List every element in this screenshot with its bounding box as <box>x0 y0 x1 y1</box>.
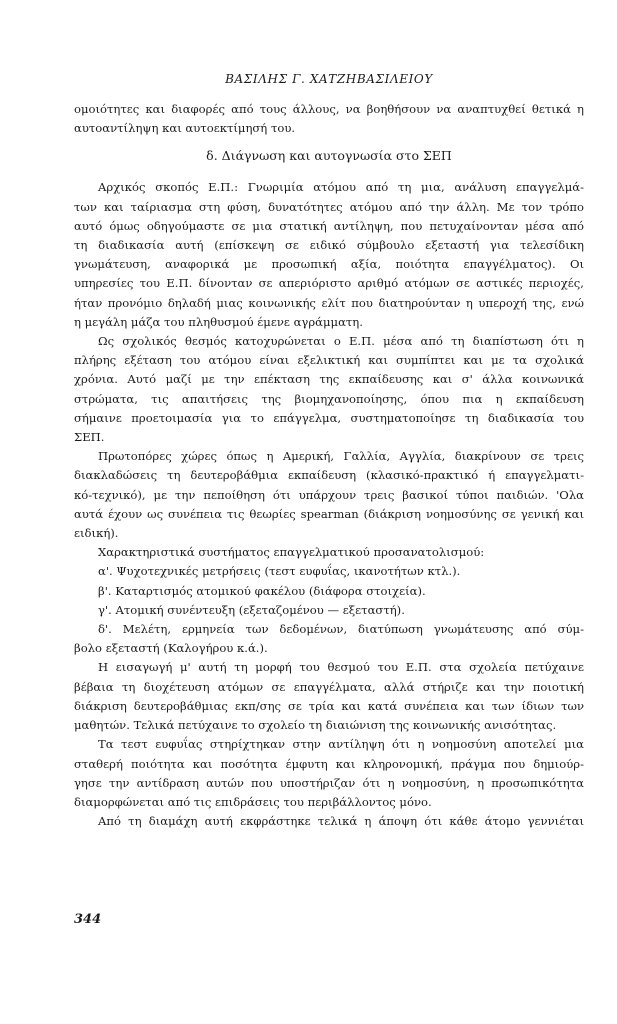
text-line: αυτοαντίληψη και αυτοεκτίμησή του. <box>74 121 296 136</box>
text-line: σταθερή ποιότητα και ποσότητα έμφυτη και κληρονομική, πράγμα που δημιούρ- <box>74 756 584 771</box>
text-line: Πρωτοπόρες χώρες όπως η Αμερική, Γαλλία, Αγγλία, διακρίνουν σε τρεις <box>98 449 584 464</box>
text-line: β'. Καταρτισμός ατομικού φακέλου (διάφορα στοιχεία). <box>98 583 426 598</box>
text-line: Χαρακτηριστικά συστήματος επαγγελματικού προσανατολισμού: <box>98 545 485 560</box>
text-line: α'. Ψυχοτεχνικές μετρήσεις (τεστ ευφυΐας, ικανοτήτων κτλ.). <box>98 564 461 579</box>
text-line: των και ταίριασμα στη φύση, δυνατότητες ατόμου από την άλλη. Με τον τρόπο <box>74 199 584 214</box>
running-head: ΒΑΣΙΛΗΣ Γ. ΧΑΤΖΗΒΑΣΙΛΕΙΟΥ <box>225 72 433 86</box>
text-line: βέβαια τη διοχέτευση ατόμων σε επαγγέλματα, αλλά στήριζε και την ποιοτική <box>74 679 584 694</box>
text-line: υπηρεσίες του Ε.Π. δίνονταν σε απεριόριστο αριθμό ατόμων σε αστικές περιοχές, <box>74 276 584 291</box>
text-line: δ'. Μελέτη, ερμηνεία των δεδομένων, διατύπωση γνωμάτευσης από σύμ- <box>98 622 584 637</box>
text-line: Αρχικός σκοπός Ε.Π.: Γνωριμία ατόμου από τη μια, ανάλυση επαγγελμά- <box>98 180 584 195</box>
text-line: τη διαδικασία αυτή (επίσκεψη σε ειδικό σύμβουλο εξεταστή για τελεσίδικη <box>74 238 584 253</box>
text-line: Τα τεστ ευφυΐας στηρίχτηκαν στην αντίληψη ότι η νοημοσύνη αποτελεί μια <box>98 737 584 752</box>
text-line: πλήρης εξέταση του ατόμου είναι εξελικτική και συμπίπτει και με τα σχολικά <box>74 353 584 368</box>
text-line: χρόνια. Αυτό μαζί με την επέκταση της εκπαίδευσης και σ' άλλα κοινωνικά <box>74 372 584 387</box>
text-line: γ'. Ατομική συνέντευξη (εξεταζομένου — εξεταστή). <box>98 602 405 617</box>
text-line: Από τη διαμάχη αυτή εκφράστηκε τελικά η άποψη ότι κάθε άτομο γεννιέται <box>98 814 584 829</box>
text-line: ήταν προνόμιο δηλαδή μιας κοινωνικής ελίτ που διατηρούνταν η υπεροχή της, ενώ <box>74 295 584 310</box>
text-line: η μεγάλη μάζα του πληθυσμού έμενε αγράμματη. <box>74 314 363 329</box>
text-line: στρώματα, τις απαιτήσεις της βιομηχανοποίησης, όπου πια η εκπαίδευση <box>74 391 584 406</box>
page-body <box>74 72 584 831</box>
text-line: μαθητών. Τελικά πετύχαινε το σχολείο τη διαιώνιση της κοινωνικής ανισότητας. <box>74 718 557 733</box>
text-line: Η εισαγωγή μ' αυτή τη μορφή του θεσμού του Ε.Π. στα σχολεία πετύχαινε <box>98 660 584 675</box>
text-line: βολο εξεταστή (Καλογήρου κ.ά.). <box>74 641 268 656</box>
text-line: Ως σχολικός θεσμός κατοχυρώνεται ο Ε.Π. μέσα από τη διαπίστωση ότι η <box>98 334 584 349</box>
text-block <box>74 100 584 831</box>
section-heading: δ. Διάγνωση και αυτογνωσία στο ΣΕΠ <box>206 148 452 164</box>
text-line: γησε την αντίδραση αυτών που υποστήριζαν ότι η νοημοσύνη, η προσωπικότητα <box>74 775 584 790</box>
text-line: ΣΕΠ. <box>74 430 105 445</box>
text-line: κό-τεχνικό), με την πεποίθηση ότι υπάρχουν τρεις βασικοί τύποι παιδιών. 'Ολα <box>74 487 584 502</box>
text-line: γνωμάτευση, αναφορικά με προσωπική αξία, ποιότητα επαγγέλματος). Οι <box>74 257 584 272</box>
text-line: διαμορφώνεται από τις επιδράσεις του περιβάλλοντος μόνο. <box>74 794 432 809</box>
text-line: σήμαινε προετοιμασία για το επάγγελμα, συστηματοποίησε τη διαδικασία του <box>74 410 584 425</box>
text-line: ομοιότητες και διαφορές από τους άλλους, να βοηθήσουν να αναπτυχθεί θετικά η <box>74 102 584 116</box>
text-line: διακλαδώσεις τη δευτεροβάθμια εκπαίδευση (κλασικό-πρακτικό ή επαγγελματι- <box>74 468 584 483</box>
text-line: αυτό όμως οδηγούμαστε σε μια στατική αντίληψη, που πετυχαίνονταν μέσα από <box>74 218 584 233</box>
page-number: 344 <box>74 912 102 927</box>
text-line: ειδική). <box>74 526 119 541</box>
text-line: αυτά έχουν ως συνέπεια τις θεωρίες spearman (διάκριση νοημοσύνης σε γενική και <box>74 506 584 521</box>
text-line: διάκριση δευτεροβάθμιας εκπ/σης σε τρία και κατά συνέπεια και των ίδιων των <box>74 698 584 713</box>
